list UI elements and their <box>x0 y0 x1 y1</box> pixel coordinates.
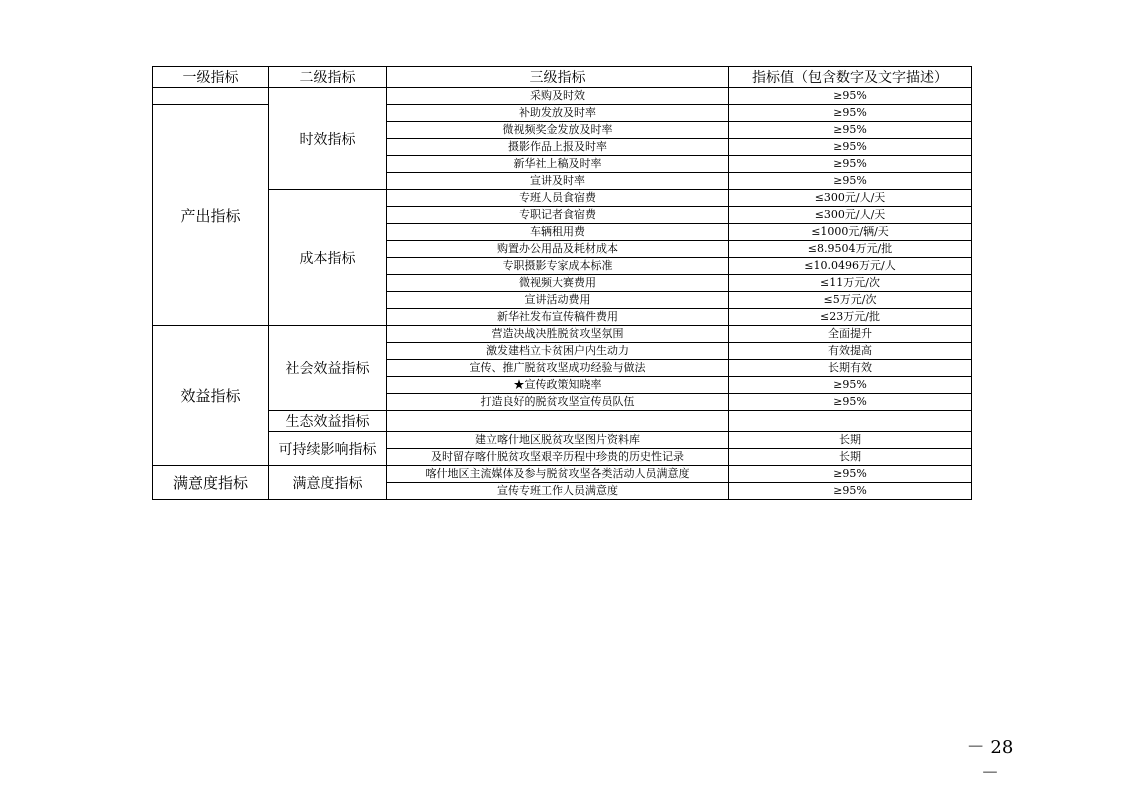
header-value: 指标值（包含数字及文字描述） <box>729 67 972 88</box>
indicator-value: ≤23万元/批 <box>729 309 972 326</box>
page-number: － 28 － <box>966 737 1014 784</box>
indicator-value: 长期 <box>729 449 972 466</box>
indicator-value: 全面提升 <box>729 326 972 343</box>
indicator-name: 宣传专班工作人员满意度 <box>387 483 729 500</box>
indicator-value: 有效提高 <box>729 343 972 360</box>
table-row <box>153 411 972 432</box>
indicator-name <box>387 411 729 432</box>
indicator-value: ≥95% <box>729 394 972 411</box>
table-row <box>153 190 972 207</box>
level2-satisfaction: 满意度指标 <box>269 466 387 500</box>
indicator-name: 宣讲及时率 <box>387 173 729 190</box>
table-row <box>153 326 972 343</box>
indicator-value: ≤11万元/次 <box>729 275 972 292</box>
indicator-value <box>729 411 972 432</box>
indicator-name: 建立喀什地区脱贫攻坚图片资料库 <box>387 432 729 449</box>
indicator-value: ≤300元/人/天 <box>729 190 972 207</box>
indicator-name: 专职摄影专家成本标准 <box>387 258 729 275</box>
indicator-name: 专班人员食宿费 <box>387 190 729 207</box>
level1-benefit: 效益指标 <box>153 326 269 466</box>
indicator-value: ≥95% <box>729 122 972 139</box>
indicator-name: 宣讲活动费用 <box>387 292 729 309</box>
table-row <box>153 432 972 449</box>
indicator-name: ★宣传政策知晓率 <box>387 377 729 394</box>
level2-cost: 成本指标 <box>269 190 387 326</box>
indicator-name: 新华社上稿及时率 <box>387 156 729 173</box>
indicator-value: ≥95% <box>729 156 972 173</box>
indicator-name: 采购及时效 <box>387 88 729 105</box>
indicator-name: 专职记者食宿费 <box>387 207 729 224</box>
indicator-name: 补助发放及时率 <box>387 105 729 122</box>
level1-blank-cell <box>153 88 269 105</box>
level2-sustain: 可持续影响指标 <box>269 432 387 466</box>
indicator-value: ≥95% <box>729 466 972 483</box>
header-level3: 三级指标 <box>387 67 729 88</box>
indicator-name: 车辆租用费 <box>387 224 729 241</box>
indicator-name: 激发建档立卡贫困户内生动力 <box>387 343 729 360</box>
header-level2: 二级指标 <box>269 67 387 88</box>
indicator-value: 长期 <box>729 432 972 449</box>
indicator-value: ≤5万元/次 <box>729 292 972 309</box>
indicator-value: ≤1000元/辆/天 <box>729 224 972 241</box>
indicator-name: 及时留存喀什脱贫攻坚艰辛历程中珍贵的历史性记录 <box>387 449 729 466</box>
level2-eco: 生态效益指标 <box>269 411 387 432</box>
indicator-value: ≤8.9504万元/批 <box>729 241 972 258</box>
indicator-name: 营造决战决胜脱贫攻坚氛围 <box>387 326 729 343</box>
indicator-name: 摄影作品上报及时率 <box>387 139 729 156</box>
indicator-name: 宣传、推广脱贫攻坚成功经验与做法 <box>387 360 729 377</box>
header-level1: 一级指标 <box>153 67 269 88</box>
table-row <box>153 466 972 483</box>
indicator-value: ≥95% <box>729 105 972 122</box>
indicator-value: ≥95% <box>729 173 972 190</box>
level2-social: 社会效益指标 <box>269 326 387 411</box>
indicator-value: ≤300元/人/天 <box>729 207 972 224</box>
indicator-value: ≥95% <box>729 483 972 500</box>
indicator-name: 微视频大赛费用 <box>387 275 729 292</box>
performance-indicator-table <box>152 66 972 500</box>
table-row <box>153 88 972 105</box>
indicator-name: 新华社发布宣传稿件费用 <box>387 309 729 326</box>
indicator-value: ≥95% <box>729 139 972 156</box>
indicator-name: 喀什地区主流媒体及参与脱贫攻坚各类活动人员满意度 <box>387 466 729 483</box>
indicator-name: 微视频奖金发放及时率 <box>387 122 729 139</box>
indicator-value: 长期有效 <box>729 360 972 377</box>
table-header-row <box>153 67 972 88</box>
indicator-value: ≥95% <box>729 377 972 394</box>
indicator-name: 打造良好的脱贫攻坚宣传员队伍 <box>387 394 729 411</box>
level1-output: 产出指标 <box>153 105 269 326</box>
indicator-value: ≤10.0496万元/人 <box>729 258 972 275</box>
indicator-name: 购置办公用品及耗材成本 <box>387 241 729 258</box>
indicator-value: ≥95% <box>729 88 972 105</box>
level1-satisfaction: 满意度指标 <box>153 466 269 500</box>
level2-timeliness: 时效指标 <box>269 88 387 190</box>
